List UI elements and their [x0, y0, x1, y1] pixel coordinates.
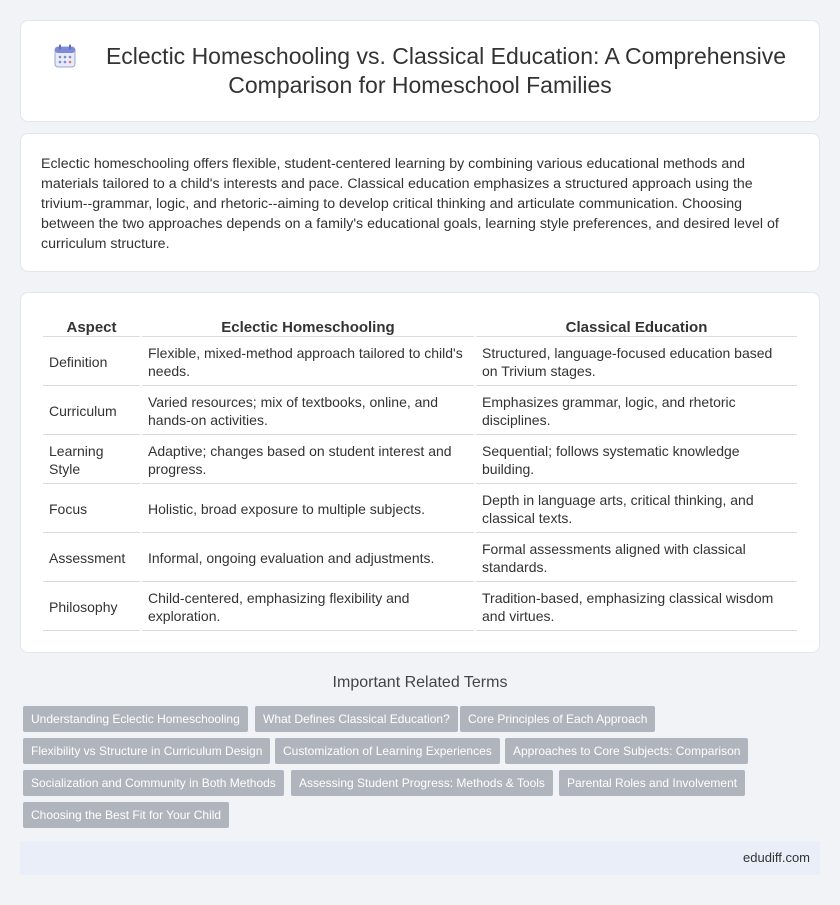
- table-header-row: [43, 315, 797, 337]
- related-term-tag[interactable]: What Defines Classical Education?: [255, 706, 458, 732]
- header-classical: Classical Education: [476, 315, 797, 337]
- cell-classical: Depth in language arts, critical thinking, and classical texts.: [476, 486, 797, 533]
- cell-classical: Structured, language-focused education based on Trivium stages.: [476, 339, 797, 386]
- cell-eclectic: Flexible, mixed-method approach tailored to child's needs.: [142, 339, 474, 386]
- cell-aspect: Assessment: [43, 535, 140, 582]
- comparison-table-card: [20, 292, 820, 653]
- header-eclectic: Eclectic Homeschooling: [142, 315, 474, 337]
- page-title-text: Eclectic Homeschooling vs. Classical Education: A Comprehensive Comparison for Homeschool Families: [105, 43, 787, 98]
- title-card: [20, 20, 820, 122]
- cell-aspect: Philosophy: [43, 584, 140, 631]
- related-term-tag[interactable]: Socialization and Community in Both Methods: [23, 770, 284, 796]
- cell-eclectic: Child-centered, emphasizing flexibility and exploration.: [142, 584, 474, 631]
- related-terms-heading: Important Related Terms: [332, 674, 508, 691]
- calendar-icon: [54, 44, 76, 68]
- cell-classical: Sequential; follows systematic knowledge building.: [476, 437, 797, 484]
- header-aspect: Aspect: [43, 315, 140, 337]
- cell-classical: Emphasizes grammar, logic, and rhetoric disciplines.: [476, 388, 797, 435]
- related-term-tag[interactable]: Understanding Eclectic Homeschooling: [23, 706, 248, 732]
- cell-aspect: Definition: [43, 339, 140, 386]
- cell-aspect: Learning Style: [43, 437, 140, 484]
- table-row: [43, 437, 797, 484]
- table-row: [43, 486, 797, 533]
- related-term-tag[interactable]: Flexibility vs Structure in Curriculum Design: [23, 738, 270, 764]
- table-row: [43, 388, 797, 435]
- cell-eclectic: Holistic, broad exposure to multiple subjects.: [142, 486, 474, 533]
- footer-site: edudiff.com: [743, 850, 810, 865]
- related-term-tag[interactable]: Parental Roles and Involvement: [559, 770, 745, 796]
- cell-eclectic: Informal, ongoing evaluation and adjustments.: [142, 535, 474, 582]
- related-term-tag[interactable]: Assessing Student Progress: Methods & Tools: [291, 770, 553, 796]
- table-row: [43, 584, 797, 631]
- cell-eclectic: Adaptive; changes based on student interest and progress.: [142, 437, 474, 484]
- intro-paragraph: Eclectic homeschooling offers flexible, student-centered learning by combining various educational methods and materials tailored to a child's interests and pace. Classical education emphasizes a structured approach using the trivium--grammar, logic, and rhetoric--aiming to develop critical thinking and articulate communication. Choosing between the two approaches depends on a family's educational goals, learning style preferences, and desired level of curriculum structure.: [41, 156, 779, 252]
- cell-aspect: Curriculum: [43, 388, 140, 435]
- related-term-tag[interactable]: Choosing the Best Fit for Your Child: [23, 802, 229, 828]
- cell-aspect: Focus: [43, 486, 140, 533]
- comparison-table: [41, 313, 799, 633]
- page-title: [40, 42, 800, 100]
- table-row: [43, 535, 797, 582]
- related-term-tag[interactable]: Customization of Learning Experiences: [275, 738, 500, 764]
- table-row: [43, 339, 797, 386]
- related-term-tag[interactable]: Approaches to Core Subjects: Comparison: [505, 738, 748, 764]
- cell-classical: Tradition-based, emphasizing classical wisdom and virtues.: [476, 584, 797, 631]
- footer: [20, 841, 820, 875]
- intro-card: [20, 133, 820, 272]
- related-term-tag[interactable]: Core Principles of Each Approach: [460, 706, 655, 732]
- cell-eclectic: Varied resources; mix of textbooks, online, and hands-on activities.: [142, 388, 474, 435]
- cell-classical: Formal assessments aligned with classical standards.: [476, 535, 797, 582]
